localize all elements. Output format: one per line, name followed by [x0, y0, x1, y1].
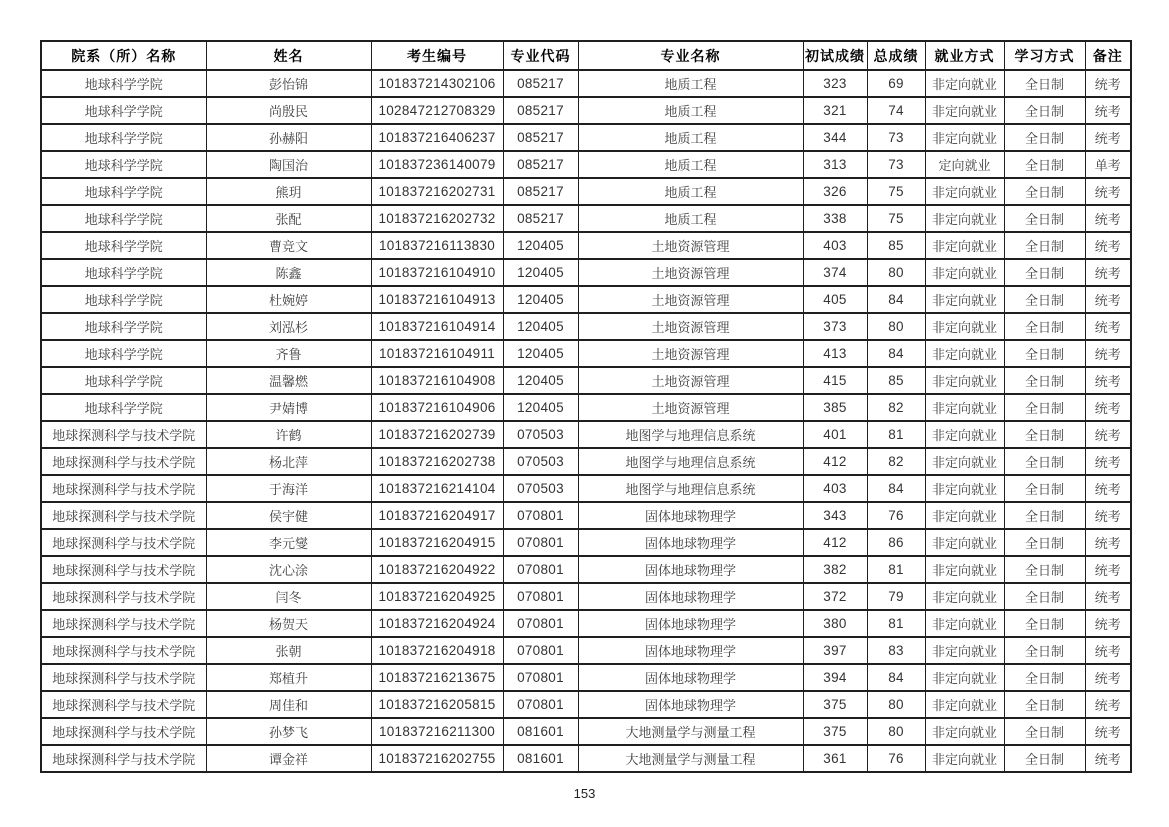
cell-employment_type: 非定向就业: [925, 421, 1004, 448]
cell-total_score: 82: [867, 394, 925, 421]
cell-dept: 地球科学学院: [41, 178, 206, 205]
cell-major_name: 土地资源管理: [578, 394, 803, 421]
cell-dept: 地球科学学院: [41, 97, 206, 124]
table-row: [41, 556, 1131, 583]
table-row: [41, 448, 1131, 475]
cell-remark: 统考: [1085, 367, 1131, 394]
cell-major_code: 070801: [503, 556, 578, 583]
column-header-major_name: 专业名称: [578, 41, 803, 70]
cell-major_code: 120405: [503, 394, 578, 421]
cell-remark: 单考: [1085, 151, 1131, 178]
cell-total_score: 80: [867, 313, 925, 340]
cell-employment_type: 非定向就业: [925, 664, 1004, 691]
cell-dept: 地球探测科学与技术学院: [41, 664, 206, 691]
cell-major_code: 085217: [503, 178, 578, 205]
cell-initial_score: 385: [803, 394, 867, 421]
cell-candidate_no: 101837216202731: [371, 178, 503, 205]
cell-study_mode: 全日制: [1004, 745, 1085, 772]
cell-name: 张朝: [206, 637, 371, 664]
cell-employment_type: 非定向就业: [925, 367, 1004, 394]
cell-name: 侯宇健: [206, 502, 371, 529]
cell-study_mode: 全日制: [1004, 259, 1085, 286]
cell-candidate_no: 101837236140079: [371, 151, 503, 178]
cell-dept: 地球探测科学与技术学院: [41, 529, 206, 556]
cell-name: 齐鲁: [206, 340, 371, 367]
cell-initial_score: 321: [803, 97, 867, 124]
cell-name: 曹竞文: [206, 232, 371, 259]
cell-name: 温馨燃: [206, 367, 371, 394]
cell-major_code: 085217: [503, 151, 578, 178]
table-row: [41, 367, 1131, 394]
cell-initial_score: 343: [803, 502, 867, 529]
cell-study_mode: 全日制: [1004, 340, 1085, 367]
cell-dept: 地球探测科学与技术学院: [41, 448, 206, 475]
cell-remark: 统考: [1085, 502, 1131, 529]
cell-candidate_no: 101837216406237: [371, 124, 503, 151]
cell-dept: 地球探测科学与技术学院: [41, 475, 206, 502]
cell-name: 闫冬: [206, 583, 371, 610]
cell-remark: 统考: [1085, 313, 1131, 340]
cell-study_mode: 全日制: [1004, 178, 1085, 205]
cell-major_name: 固体地球物理学: [578, 691, 803, 718]
cell-study_mode: 全日制: [1004, 718, 1085, 745]
cell-major_code: 120405: [503, 286, 578, 313]
table-row: [41, 745, 1131, 772]
column-header-employment_type: 就业方式: [925, 41, 1004, 70]
cell-study_mode: 全日制: [1004, 151, 1085, 178]
cell-dept: 地球科学学院: [41, 313, 206, 340]
table-row: [41, 259, 1131, 286]
cell-name: 许鹤: [206, 421, 371, 448]
cell-dept: 地球科学学院: [41, 286, 206, 313]
cell-employment_type: 非定向就业: [925, 124, 1004, 151]
cell-name: 尚殷民: [206, 97, 371, 124]
column-header-initial_score: 初试成绩: [803, 41, 867, 70]
cell-candidate_no: 101837216202732: [371, 205, 503, 232]
cell-employment_type: 非定向就业: [925, 718, 1004, 745]
cell-name: 杨贺天: [206, 610, 371, 637]
table-row: [41, 475, 1131, 502]
table-row: [41, 313, 1131, 340]
cell-candidate_no: 101837216104910: [371, 259, 503, 286]
cell-candidate_no: 101837216202755: [371, 745, 503, 772]
cell-remark: 统考: [1085, 124, 1131, 151]
cell-total_score: 80: [867, 259, 925, 286]
cell-candidate_no: 101837216104908: [371, 367, 503, 394]
cell-employment_type: 定向就业: [925, 151, 1004, 178]
cell-candidate_no: 101837216104913: [371, 286, 503, 313]
cell-remark: 统考: [1085, 70, 1131, 97]
cell-name: 熊玥: [206, 178, 371, 205]
cell-dept: 地球科学学院: [41, 205, 206, 232]
cell-initial_score: 413: [803, 340, 867, 367]
cell-dept: 地球科学学院: [41, 70, 206, 97]
cell-remark: 统考: [1085, 448, 1131, 475]
cell-total_score: 80: [867, 718, 925, 745]
cell-remark: 统考: [1085, 475, 1131, 502]
cell-major_name: 大地测量学与测量工程: [578, 745, 803, 772]
cell-dept: 地球科学学院: [41, 151, 206, 178]
table-row: [41, 178, 1131, 205]
cell-candidate_no: 101837216204925: [371, 583, 503, 610]
cell-initial_score: 344: [803, 124, 867, 151]
cell-dept: 地球探测科学与技术学院: [41, 583, 206, 610]
cell-major_name: 地质工程: [578, 97, 803, 124]
cell-candidate_no: 101837216113830: [371, 232, 503, 259]
cell-remark: 统考: [1085, 664, 1131, 691]
cell-total_score: 84: [867, 475, 925, 502]
cell-major_code: 081601: [503, 718, 578, 745]
cell-initial_score: 313: [803, 151, 867, 178]
cell-major_name: 固体地球物理学: [578, 610, 803, 637]
cell-total_score: 81: [867, 556, 925, 583]
column-header-major_code: 专业代码: [503, 41, 578, 70]
table-header-row: [41, 41, 1131, 70]
cell-initial_score: 403: [803, 475, 867, 502]
cell-total_score: 81: [867, 421, 925, 448]
cell-name: 杜婉婷: [206, 286, 371, 313]
column-header-name: 姓名: [206, 41, 371, 70]
cell-study_mode: 全日制: [1004, 637, 1085, 664]
column-header-remark: 备注: [1085, 41, 1131, 70]
cell-total_score: 74: [867, 97, 925, 124]
cell-total_score: 75: [867, 205, 925, 232]
cell-employment_type: 非定向就业: [925, 610, 1004, 637]
cell-study_mode: 全日制: [1004, 313, 1085, 340]
cell-candidate_no: 101837216204915: [371, 529, 503, 556]
cell-dept: 地球探测科学与技术学院: [41, 637, 206, 664]
cell-employment_type: 非定向就业: [925, 637, 1004, 664]
cell-major_code: 120405: [503, 313, 578, 340]
cell-total_score: 69: [867, 70, 925, 97]
table-row: [41, 205, 1131, 232]
cell-initial_score: 403: [803, 232, 867, 259]
table-row: [41, 232, 1131, 259]
cell-study_mode: 全日制: [1004, 394, 1085, 421]
cell-initial_score: 361: [803, 745, 867, 772]
cell-study_mode: 全日制: [1004, 367, 1085, 394]
cell-study_mode: 全日制: [1004, 664, 1085, 691]
cell-initial_score: 373: [803, 313, 867, 340]
cell-study_mode: 全日制: [1004, 97, 1085, 124]
table-row: [41, 529, 1131, 556]
cell-employment_type: 非定向就业: [925, 745, 1004, 772]
cell-major_name: 地质工程: [578, 205, 803, 232]
cell-candidate_no: 101837216211300: [371, 718, 503, 745]
cell-name: 李元燮: [206, 529, 371, 556]
cell-candidate_no: 101837216205815: [371, 691, 503, 718]
cell-total_score: 84: [867, 340, 925, 367]
cell-employment_type: 非定向就业: [925, 556, 1004, 583]
cell-initial_score: 338: [803, 205, 867, 232]
cell-major_name: 固体地球物理学: [578, 637, 803, 664]
cell-major_name: 固体地球物理学: [578, 583, 803, 610]
cell-employment_type: 非定向就业: [925, 448, 1004, 475]
cell-candidate_no: 101837216204922: [371, 556, 503, 583]
cell-study_mode: 全日制: [1004, 421, 1085, 448]
table-row: [41, 610, 1131, 637]
cell-dept: 地球科学学院: [41, 232, 206, 259]
table-row: [41, 637, 1131, 664]
cell-major_code: 081601: [503, 745, 578, 772]
cell-major_code: 070801: [503, 610, 578, 637]
cell-employment_type: 非定向就业: [925, 97, 1004, 124]
cell-initial_score: 372: [803, 583, 867, 610]
cell-name: 刘泓杉: [206, 313, 371, 340]
cell-initial_score: 326: [803, 178, 867, 205]
cell-name: 谭金祥: [206, 745, 371, 772]
cell-study_mode: 全日制: [1004, 232, 1085, 259]
cell-remark: 统考: [1085, 97, 1131, 124]
cell-total_score: 73: [867, 124, 925, 151]
cell-employment_type: 非定向就业: [925, 691, 1004, 718]
cell-initial_score: 412: [803, 529, 867, 556]
cell-remark: 统考: [1085, 583, 1131, 610]
cell-major_name: 地质工程: [578, 70, 803, 97]
table-row: [41, 664, 1131, 691]
cell-study_mode: 全日制: [1004, 610, 1085, 637]
cell-employment_type: 非定向就业: [925, 70, 1004, 97]
cell-total_score: 76: [867, 502, 925, 529]
cell-study_mode: 全日制: [1004, 70, 1085, 97]
cell-name: 陶国治: [206, 151, 371, 178]
cell-dept: 地球探测科学与技术学院: [41, 502, 206, 529]
column-header-dept: 院系（所）名称: [41, 41, 206, 70]
cell-employment_type: 非定向就业: [925, 232, 1004, 259]
cell-candidate_no: 101837216202738: [371, 448, 503, 475]
cell-name: 周佳和: [206, 691, 371, 718]
cell-study_mode: 全日制: [1004, 556, 1085, 583]
cell-employment_type: 非定向就业: [925, 286, 1004, 313]
cell-major_code: 085217: [503, 70, 578, 97]
cell-name: 郑植升: [206, 664, 371, 691]
cell-dept: 地球科学学院: [41, 124, 206, 151]
cell-remark: 统考: [1085, 637, 1131, 664]
cell-major_name: 固体地球物理学: [578, 529, 803, 556]
table-row: [41, 394, 1131, 421]
cell-employment_type: 非定向就业: [925, 205, 1004, 232]
cell-remark: 统考: [1085, 259, 1131, 286]
cell-remark: 统考: [1085, 529, 1131, 556]
cell-major_code: 085217: [503, 205, 578, 232]
cell-total_score: 82: [867, 448, 925, 475]
cell-name: 陈鑫: [206, 259, 371, 286]
table-row: [41, 718, 1131, 745]
cell-dept: 地球科学学院: [41, 394, 206, 421]
cell-initial_score: 380: [803, 610, 867, 637]
cell-major_name: 固体地球物理学: [578, 664, 803, 691]
cell-major_name: 地质工程: [578, 178, 803, 205]
cell-dept: 地球探测科学与技术学院: [41, 556, 206, 583]
cell-study_mode: 全日制: [1004, 448, 1085, 475]
cell-candidate_no: 102847212708329: [371, 97, 503, 124]
cell-candidate_no: 101837216214104: [371, 475, 503, 502]
cell-dept: 地球探测科学与技术学院: [41, 718, 206, 745]
cell-major_name: 土地资源管理: [578, 367, 803, 394]
cell-dept: 地球探测科学与技术学院: [41, 745, 206, 772]
cell-candidate_no: 101837216202739: [371, 421, 503, 448]
cell-remark: 统考: [1085, 205, 1131, 232]
cell-major_name: 地图学与地理信息系统: [578, 448, 803, 475]
cell-major_name: 大地测量学与测量工程: [578, 718, 803, 745]
cell-remark: 统考: [1085, 718, 1131, 745]
table-row: [41, 124, 1131, 151]
cell-major_name: 地图学与地理信息系统: [578, 475, 803, 502]
cell-remark: 统考: [1085, 394, 1131, 421]
cell-major_code: 070801: [503, 691, 578, 718]
table-row: [41, 340, 1131, 367]
table-row: [41, 151, 1131, 178]
cell-study_mode: 全日制: [1004, 529, 1085, 556]
cell-major_code: 085217: [503, 124, 578, 151]
cell-name: 杨北萍: [206, 448, 371, 475]
cell-name: 于海洋: [206, 475, 371, 502]
cell-candidate_no: 101837216104911: [371, 340, 503, 367]
cell-major_name: 土地资源管理: [578, 340, 803, 367]
cell-employment_type: 非定向就业: [925, 502, 1004, 529]
cell-study_mode: 全日制: [1004, 502, 1085, 529]
cell-name: 沈心涂: [206, 556, 371, 583]
cell-initial_score: 397: [803, 637, 867, 664]
cell-major_code: 120405: [503, 232, 578, 259]
cell-major_name: 土地资源管理: [578, 313, 803, 340]
cell-employment_type: 非定向就业: [925, 475, 1004, 502]
cell-major_code: 070503: [503, 421, 578, 448]
cell-total_score: 84: [867, 664, 925, 691]
cell-major_name: 土地资源管理: [578, 286, 803, 313]
cell-remark: 统考: [1085, 340, 1131, 367]
cell-employment_type: 非定向就业: [925, 313, 1004, 340]
cell-initial_score: 394: [803, 664, 867, 691]
cell-study_mode: 全日制: [1004, 286, 1085, 313]
cell-total_score: 75: [867, 178, 925, 205]
cell-total_score: 85: [867, 367, 925, 394]
cell-remark: 统考: [1085, 691, 1131, 718]
cell-dept: 地球科学学院: [41, 367, 206, 394]
cell-major_name: 固体地球物理学: [578, 556, 803, 583]
cell-total_score: 83: [867, 637, 925, 664]
cell-remark: 统考: [1085, 421, 1131, 448]
cell-total_score: 81: [867, 610, 925, 637]
cell-initial_score: 374: [803, 259, 867, 286]
cell-major_name: 地图学与地理信息系统: [578, 421, 803, 448]
admission-score-table: [40, 40, 1132, 773]
table-row: [41, 286, 1131, 313]
cell-initial_score: 375: [803, 691, 867, 718]
cell-dept: 地球科学学院: [41, 340, 206, 367]
cell-major_code: 120405: [503, 259, 578, 286]
column-header-candidate_no: 考生编号: [371, 41, 503, 70]
cell-study_mode: 全日制: [1004, 691, 1085, 718]
cell-study_mode: 全日制: [1004, 583, 1085, 610]
cell-candidate_no: 101837216204917: [371, 502, 503, 529]
cell-major_name: 土地资源管理: [578, 232, 803, 259]
cell-employment_type: 非定向就业: [925, 583, 1004, 610]
cell-total_score: 76: [867, 745, 925, 772]
cell-initial_score: 382: [803, 556, 867, 583]
cell-total_score: 85: [867, 232, 925, 259]
cell-initial_score: 405: [803, 286, 867, 313]
cell-candidate_no: 101837216204924: [371, 610, 503, 637]
cell-initial_score: 415: [803, 367, 867, 394]
cell-major_code: 085217: [503, 97, 578, 124]
cell-total_score: 84: [867, 286, 925, 313]
cell-employment_type: 非定向就业: [925, 259, 1004, 286]
cell-study_mode: 全日制: [1004, 124, 1085, 151]
table-row: [41, 691, 1131, 718]
cell-candidate_no: 101837216213675: [371, 664, 503, 691]
cell-candidate_no: 101837214302106: [371, 70, 503, 97]
page-number: 153: [573, 786, 596, 801]
cell-remark: 统考: [1085, 556, 1131, 583]
cell-major_code: 070801: [503, 502, 578, 529]
cell-study_mode: 全日制: [1004, 475, 1085, 502]
cell-total_score: 80: [867, 691, 925, 718]
cell-dept: 地球探测科学与技术学院: [41, 610, 206, 637]
table-row: [41, 421, 1131, 448]
column-header-total_score: 总成绩: [867, 41, 925, 70]
cell-major_code: 070503: [503, 475, 578, 502]
cell-major_code: 070801: [503, 637, 578, 664]
cell-name: 彭怡锦: [206, 70, 371, 97]
cell-major_name: 地质工程: [578, 151, 803, 178]
cell-candidate_no: 101837216104914: [371, 313, 503, 340]
cell-major_code: 070801: [503, 664, 578, 691]
cell-total_score: 79: [867, 583, 925, 610]
cell-major_name: 地质工程: [578, 124, 803, 151]
cell-employment_type: 非定向就业: [925, 340, 1004, 367]
table-row: [41, 70, 1131, 97]
cell-dept: 地球探测科学与技术学院: [41, 691, 206, 718]
cell-initial_score: 412: [803, 448, 867, 475]
table-row: [41, 97, 1131, 124]
cell-name: 尹婧博: [206, 394, 371, 421]
cell-study_mode: 全日制: [1004, 205, 1085, 232]
cell-total_score: 73: [867, 151, 925, 178]
cell-remark: 统考: [1085, 610, 1131, 637]
cell-candidate_no: 101837216204918: [371, 637, 503, 664]
cell-total_score: 86: [867, 529, 925, 556]
cell-candidate_no: 101837216104906: [371, 394, 503, 421]
column-header-study_mode: 学习方式: [1004, 41, 1085, 70]
cell-name: 孙赫阳: [206, 124, 371, 151]
cell-initial_score: 401: [803, 421, 867, 448]
cell-major_code: 070801: [503, 583, 578, 610]
cell-major_code: 070801: [503, 529, 578, 556]
cell-major_code: 120405: [503, 367, 578, 394]
cell-remark: 统考: [1085, 745, 1131, 772]
table-row: [41, 502, 1131, 529]
cell-major_code: 070503: [503, 448, 578, 475]
cell-dept: 地球科学学院: [41, 259, 206, 286]
cell-dept: 地球探测科学与技术学院: [41, 421, 206, 448]
cell-initial_score: 375: [803, 718, 867, 745]
cell-major_name: 固体地球物理学: [578, 502, 803, 529]
cell-name: 孙梦飞: [206, 718, 371, 745]
table-row: [41, 583, 1131, 610]
cell-remark: 统考: [1085, 232, 1131, 259]
cell-employment_type: 非定向就业: [925, 529, 1004, 556]
cell-name: 张配: [206, 205, 371, 232]
cell-major_name: 土地资源管理: [578, 259, 803, 286]
cell-initial_score: 323: [803, 70, 867, 97]
cell-major_code: 120405: [503, 340, 578, 367]
cell-remark: 统考: [1085, 286, 1131, 313]
cell-employment_type: 非定向就业: [925, 394, 1004, 421]
cell-employment_type: 非定向就业: [925, 178, 1004, 205]
cell-remark: 统考: [1085, 178, 1131, 205]
